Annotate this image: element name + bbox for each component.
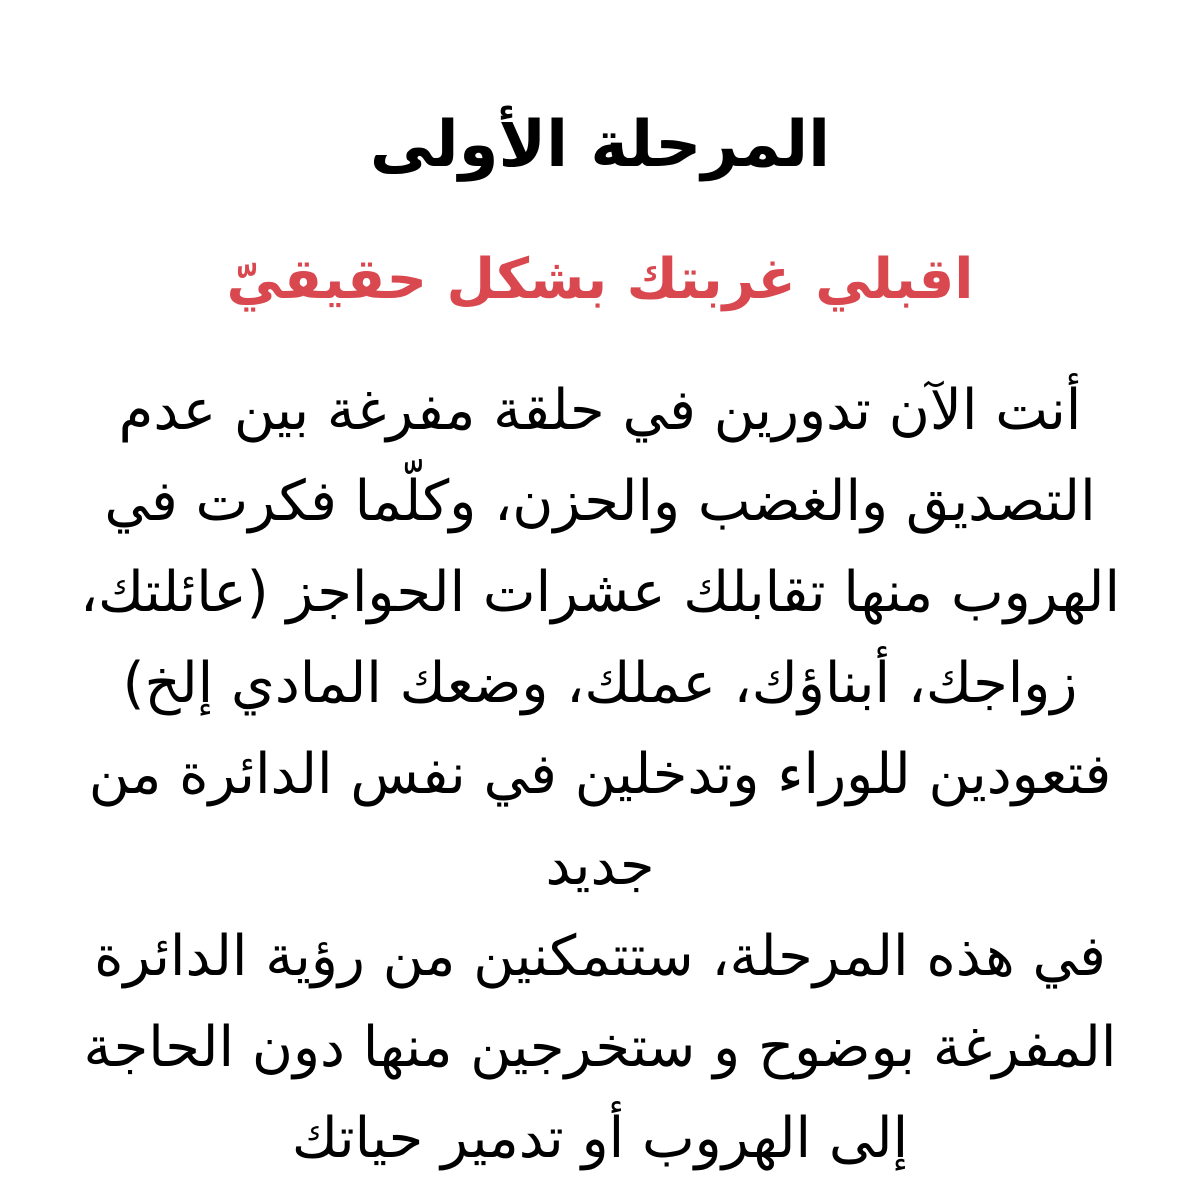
body-text (0, 365, 1200, 1184)
body-line: المفرغة بوضوح و ستخرجين منها دون الحاجة (83, 1015, 1117, 1080)
body-line: إلى الهروب أو تدمير حياتك (291, 1106, 909, 1171)
body-line: زواجك، أبناؤك، عملك، وضعك المادي إلخ) (122, 651, 1078, 716)
body-line: فتعودين للوراء وتدخلين في نفس الدائرة من (88, 742, 1112, 807)
page-title: المرحلة الأولى (369, 108, 831, 182)
page-subtitle: اقبلي غربتك بشكل حقيقيّ (226, 247, 974, 312)
body-line: في هذه المرحلة، ستتمكنين من رؤية الدائرة (94, 924, 1106, 989)
body-line: جديد (545, 833, 655, 898)
body-line: أنت الآن تدورين في حلقة مفرغة بين عدم (118, 378, 1082, 443)
body-line: التصديق والغضب والحزن، وكلّما فكرت في (104, 469, 1096, 534)
body-line: الهروب منها تقابلك عشرات الحواجز (عائلتك، (79, 560, 1121, 625)
